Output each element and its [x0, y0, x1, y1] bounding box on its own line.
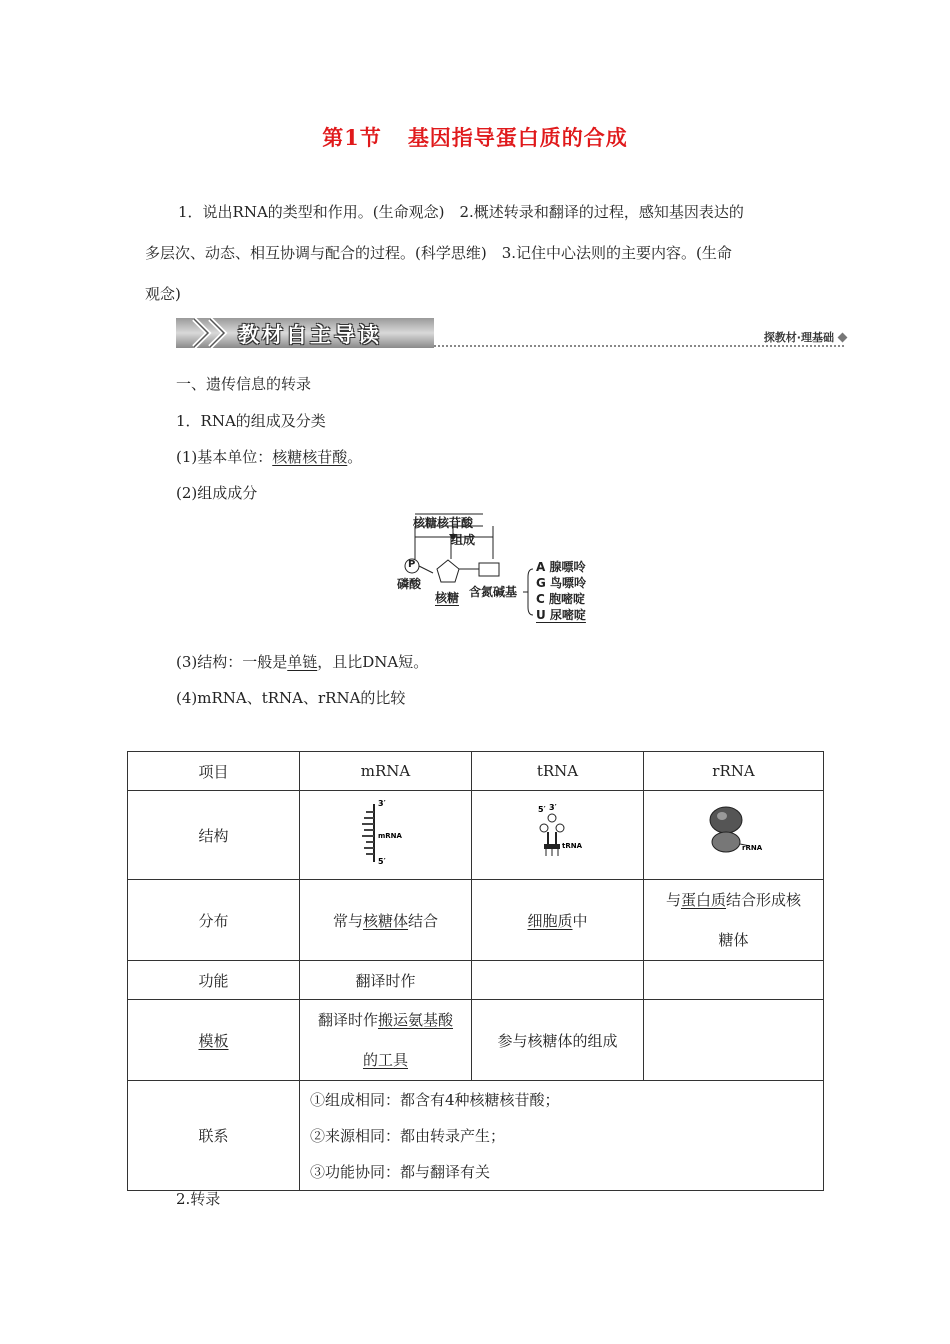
template-label: 模板 [128, 1000, 300, 1081]
mrna-distribution: 常与核糖体结合 [300, 880, 472, 961]
header-trna: tRNA [472, 752, 644, 791]
trna-distribution: 细胞质中 [472, 880, 644, 961]
mrna-function: 翻译时作 [300, 961, 472, 1000]
learning-goals [145, 192, 810, 315]
structure-line: (3)结构：一般是单链，且比DNA短。 [176, 653, 429, 671]
ribosome-composition-text: 参与核糖体的组成 [472, 1000, 644, 1081]
answer-protein: 蛋白质 [680, 891, 726, 909]
table-row [128, 1081, 824, 1191]
relation-item-1: ①组成相同：都含有4种核糖核苷酸； [310, 1090, 560, 1109]
rrna-distribution: 与蛋白质结合形成核 糖体 [644, 880, 824, 961]
template-empty-cell [644, 1000, 824, 1081]
components-line: (2)组成成分 [176, 484, 258, 502]
answer-basic-unit: 核糖核苷酸 [272, 448, 348, 466]
function-label: 功能 [128, 961, 300, 1000]
double-chevron-icon [190, 316, 240, 350]
mrna-label: mRNA [377, 832, 402, 840]
ribose-label: 核糖 [435, 591, 460, 605]
basic-unit-line: (1)基本单位：核糖核苷酸。 [176, 448, 363, 466]
relation-content [300, 1081, 824, 1191]
page-title [0, 122, 950, 152]
table-row [128, 1000, 824, 1081]
trna-3prime: 3′ [548, 803, 557, 812]
section-number: 第1节 [322, 125, 382, 150]
trna-5prime: 5′ [537, 805, 546, 814]
banner-right-text: 探教材·理基础 [763, 331, 834, 344]
heading-rna-composition: 1．RNA的组成及分类 [176, 412, 326, 430]
goals-line-3: 观念) [145, 285, 181, 303]
phosphate-p-label: P [408, 559, 416, 570]
base-g: G 鸟嘌呤 [536, 576, 587, 590]
goals-line-2: 多层次、动态、相互协调与配合的过程。(科学思维) 3.记住中心法则的主要内容。(生命 [145, 244, 732, 262]
base-a: A 腺嘌呤 [536, 560, 586, 574]
table-row [128, 961, 824, 1000]
relation-label: 联系 [128, 1081, 300, 1191]
mrna-structure-cell [300, 791, 472, 880]
comparison-heading: (4)mRNA、tRNA、rRNA的比较 [176, 689, 406, 707]
trna-structure-icon [518, 798, 598, 868]
header-mrna: mRNA [300, 752, 472, 791]
trna-function [472, 961, 644, 1000]
rrna-label: rRNA [741, 844, 762, 852]
relation-item-3: ③功能协同：都与翻译有关 [310, 1162, 491, 1181]
answer-cytoplasm: 细胞质 [527, 911, 573, 930]
nucleotide-diagram [393, 507, 603, 627]
trna-template-text: 翻译时作搬运氨基酸 的工具 [300, 1000, 472, 1081]
banner-dotted-line [434, 345, 844, 347]
ribosome-icon [694, 798, 774, 868]
mrna-5prime: 5′ [377, 857, 386, 866]
relation-item-2: ②来源相同：都由转录产生； [310, 1126, 506, 1145]
mrna-3prime: 3′ [377, 799, 386, 808]
base-list [536, 559, 586, 623]
answer-ribosome: 核糖体 [362, 911, 408, 930]
diamond-icon [838, 333, 848, 343]
table-row [128, 791, 824, 880]
rrna-structure-cell [644, 791, 824, 880]
rna-comparison-table [127, 751, 824, 1191]
base-c: C 胞嘧啶 [536, 592, 585, 606]
phosphate-label: 磷酸 [397, 577, 422, 591]
diagram-compose-label: 组成 [451, 533, 476, 547]
base-u: U 尿嘧啶 [536, 608, 586, 622]
answer-structure: 单链 [287, 653, 318, 671]
trna-structure-cell [472, 791, 644, 880]
goals-line-1: 1．说出RNA的类型和作用。(生命观念) 2.概述转录和翻译的过程，感知基因表达的 [178, 203, 744, 221]
trna-label: tRNA [561, 842, 582, 850]
banner-label: 教材自主导读 [238, 323, 382, 347]
table-row [128, 880, 824, 961]
distribution-label: 分布 [128, 880, 300, 961]
section-title: 基因指导蛋白质的合成 [407, 125, 628, 150]
mrna-structure-icon [346, 798, 426, 868]
section-banner [176, 316, 848, 350]
diagram-top-label: 核糖核苷酸 [413, 516, 474, 530]
answer-carry-amino-acid: 搬运氨基酸 [378, 1011, 454, 1029]
rrna-function [644, 961, 824, 1000]
header-item: 项目 [128, 752, 300, 791]
structure-label: 结构 [128, 791, 300, 880]
table-row [128, 752, 824, 791]
heading-transcription-2: 2.转录 [176, 1190, 221, 1208]
base-label: 含氮碱基 [469, 585, 518, 599]
header-rrna: rRNA [644, 752, 824, 791]
heading-transcription: 一、遗传信息的转录 [176, 375, 312, 393]
